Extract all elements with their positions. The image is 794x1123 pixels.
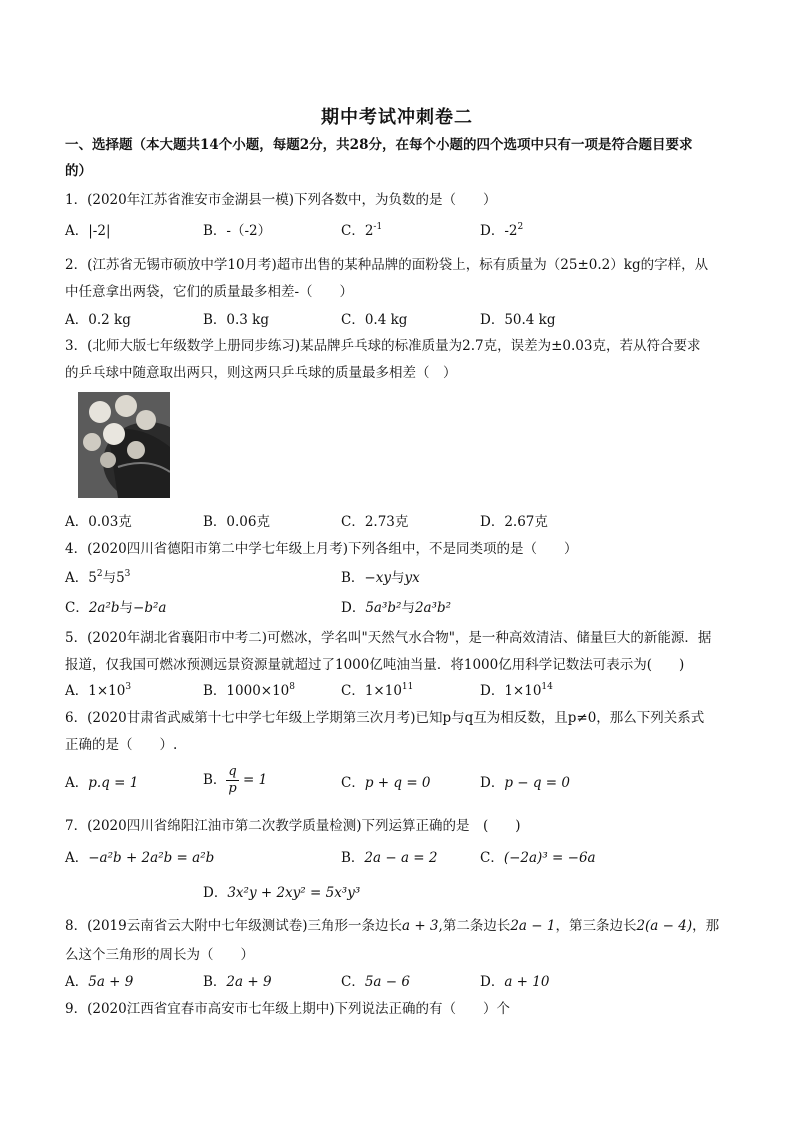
q4-option-b: B．−xy与yx xyxy=(341,570,420,586)
q4-option-a: A．$5^2$与$5^3$ xyxy=(65,569,131,586)
q7-option-c: C．(−2a)³ = −6a xyxy=(480,850,596,866)
ping-pong-balls-image xyxy=(78,392,170,498)
q8-option-a: A．5a + 9 xyxy=(65,974,134,990)
q1-option-d: D．$-2^2$ xyxy=(480,222,524,239)
q1-option-b: B．-（-2） xyxy=(203,223,272,239)
q3-option-a: A．0.03克 xyxy=(65,514,132,530)
q8-option-b: B．2a + 9 xyxy=(203,974,272,990)
question-6-line2: 正确的是（ ）. xyxy=(65,737,178,753)
q7-option-d: D．3x²y + 2xy² = 5x³y³ xyxy=(203,885,361,901)
q3-option-b: B．0.06克 xyxy=(203,514,270,530)
q1-option-a: A．|-2| xyxy=(65,223,111,239)
q6-option-c: C．p + q = 0 xyxy=(341,775,431,791)
q6-option-a: A．p.q = 1 xyxy=(65,775,139,791)
q4-option-d: D．5a³b²与2a³b² xyxy=(341,600,452,616)
section-heading-line1: 一、选择题（本大题共14个小题，每题2分，共28分，在每个小题的四个选项中只有一项是符合题目要求 xyxy=(65,137,693,153)
q4-option-c: C．2a²b与−b²a xyxy=(65,600,167,616)
q5-option-a: A．$1\times 10^3$ xyxy=(65,682,132,699)
q2-option-d: D．50.4 kg xyxy=(480,312,556,328)
question-4-stem: 4．(2020四川省德阳市第二中学七年级上月考)下列各组中，不是同类项的是（ ） xyxy=(65,541,578,557)
q1-option-c: C．$2^{-1}$ xyxy=(341,222,383,239)
question-8-line1: 8．(2019云南省云大附中七年级测试卷)三角形一条边长a + 3,第二条边长2a − 1，第三条边长2(a − 4)，那 xyxy=(65,918,720,934)
question-3-line1: 3．(北师大版七年级数学上册同步练习)某品牌乒乓球的标准质量为2.7克，误差为±0.03克，若从符合要求 xyxy=(65,338,701,354)
question-7-stem: 7．(2020四川省绵阳江油市第二次教学质量检测)下列运算正确的是 ( ) xyxy=(65,818,521,834)
page-title: 期中考试冲刺卷二 xyxy=(321,107,473,128)
q7-option-a: A．−a²b + 2a²b = a²b xyxy=(65,850,215,866)
ping-pong-balls-illustration xyxy=(78,392,170,498)
question-5-line2: 报道，仅我国可燃冰预测远景资源量就超过了1000亿吨油当量．将1000亿用科学记数法可表示为( ) xyxy=(65,657,685,673)
question-5-line1: 5．(2020年湖北省襄阳市中考二)可燃冰，学名叫"天然气水合物"，是一种高效清洁、储量巨大的新能源．据 xyxy=(65,630,712,646)
question-9-stem: 9．(2020江西省宜春市高安市七年级上期中)下列说法正确的有（ ）个 xyxy=(65,1001,510,1017)
question-2-line1: 2．(江苏省无锡市硕放中学10月考)超市出售的某种品牌的面粉袋上，标有质量为（25±0.2）kg的字样，从 xyxy=(65,257,709,273)
q8-option-c: C．5a − 6 xyxy=(341,974,410,990)
q6-option-d: D．p − q = 0 xyxy=(480,775,570,791)
q3-option-d: D．2.67克 xyxy=(480,514,548,530)
q5-option-c: C．$1\times 10^{11}$ xyxy=(341,682,414,699)
q5-option-b: B．$1000\times 10^8$ xyxy=(203,682,296,699)
section-heading-line2: 的） xyxy=(65,163,92,179)
question-2-line2: 中任意拿出两袋，它们的质量最多相差-（ ） xyxy=(65,284,354,300)
q8-option-d: D．a + 10 xyxy=(480,974,550,990)
q7-option-b: B．2a − a = 2 xyxy=(341,850,438,866)
q2-option-b: B．0.3 kg xyxy=(203,312,270,328)
question-1-stem: 1．(2020年江苏省淮安市金湖县一模)下列各数中，为负数的是（ ） xyxy=(65,192,497,208)
q2-option-a: A．0.2 kg xyxy=(65,312,131,328)
question-6-line1: 6．(2020甘肃省武威第十七中学七年级上学期第三次月考)已知p与q互为相反数，且p≠0，那么下列关系式 xyxy=(65,710,705,726)
q6-fraction: $\frac{q}{p}$ xyxy=(228,764,237,796)
q6-option-b: B． $\frac{q}{p}$ = 1 xyxy=(203,764,268,796)
q2-option-c: C．0.4 kg xyxy=(341,312,408,328)
q5-option-d: D．$1\times 10^{14}$ xyxy=(480,682,553,699)
question-8-line2: 么这个三角形的周长为（ ） xyxy=(65,947,254,963)
q3-option-c: C．2.73克 xyxy=(341,514,409,530)
question-3-line2: 的乒乓球中随意取出两只，则这两只乒乓球的质量最多相差（ ） xyxy=(65,365,457,381)
